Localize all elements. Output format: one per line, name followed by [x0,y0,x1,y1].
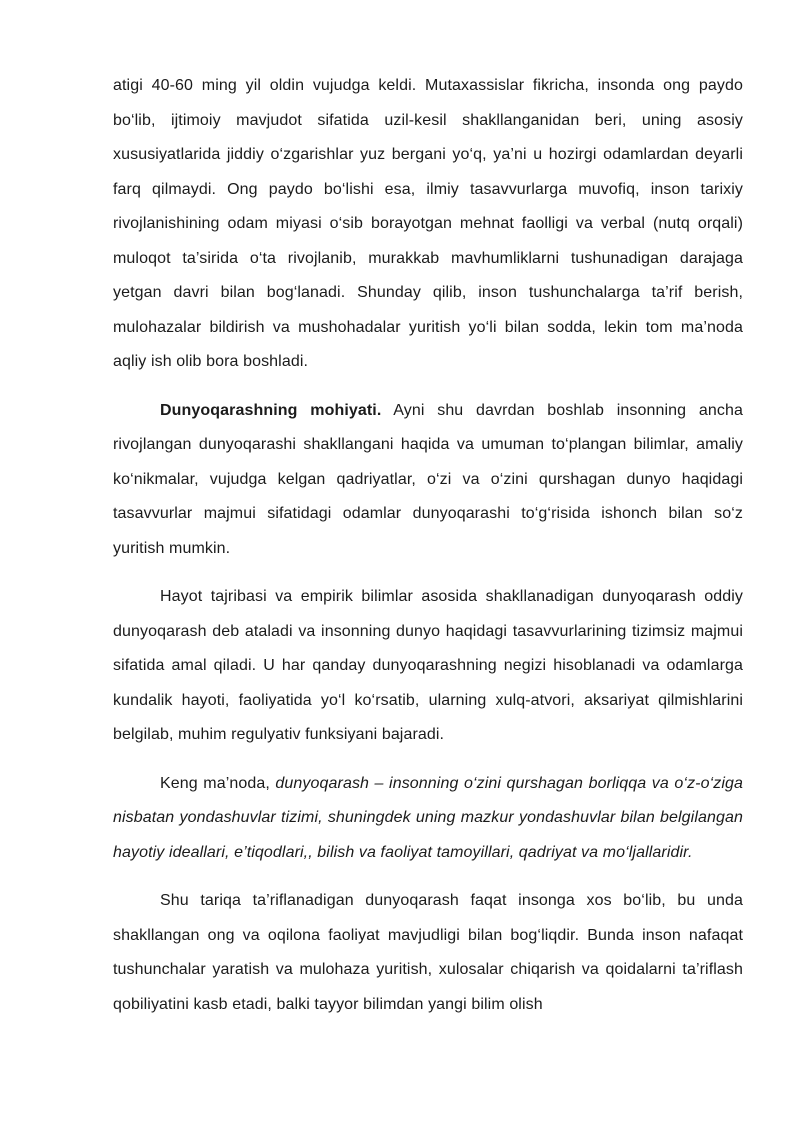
paragraph-4-italic-definition: dunyoqarash – insonning o‘zini qurshagan borliqqa va o‘z-o‘ziga nisbatan yondashuvlar tizimi, shuningdek uning mazkur yondashuvlar bilan belgilangan hayotiy ideallari, e’tiqodlari,, bilish va faoliyat tamoyillari, qadriyat va mo‘ljallaridir. [113,774,744,861]
paragraph-5-text: Shu tariqa ta’riflanadigan dunyoqarash faqat insonga xos bo‘lib, bu unda shakllangan ong va oqilona faoliyat mavjudligi bilan bog‘liqdir. Bunda inson nafaqat tushunchalar yaratish va mulohaza yuritish, xulosalar chiqarish va qoidalarni ta’riflash qobiliyatini kasb etadi, balki tayyor bilimdan yangi bilim olish [113,892,743,1013]
paragraph-3 [113,580,743,753]
paragraph-4 [113,767,743,871]
paragraph-2-bold-lead: Dunyoqarashning mohiyati. [160,401,382,419]
paragraph-2 [113,394,743,567]
paragraph-1 [113,69,743,380]
paragraph-2-text: Ayni shu davrdan boshlab insonning ancha rivojlangan dunyoqarashi shakllangani haqida va umuman to‘plangan bilimlar, amaliy ko‘nikmalar, vujudga kelgan qadriyatlar, o‘zi va o‘zini qurshagan dunyo haqidagi tasavvurlar majmui sifatidagi odamlar dunyoqarashi to‘g‘risida ishonch bilan so‘z yuritish mumkin. [113,401,744,557]
paragraph-3-text: Hayot tajribasi va empirik bilimlar asosida shakllanadigan dunyoqarash oddiy dunyoqarash deb ataladi va insonning dunyo haqidagi tasavvurlarining tizimsiz majmui sifatida amal qiladi. U har qanday dunyoqarashning negizi hisoblanadi va odamlarga kundalik hayoti, faoliyatida yo‘l ko‘rsatib, ularning xulq-atvori, aksariyat qilmishlarini belgilab, muhim regulyativ funksiyani bajaradi. [113,588,743,743]
paragraph-5 [113,884,743,1022]
paragraph-1-text: atigi 40-60 ming yil oldin vujudga keldi. Mutaxassislar fikricha, insonda ong paydo bo‘lib, ijtimoiy mavjudot sifatida uzil-kesil shakllanganidan beri, uning asosiy xususiyatlarida jiddiy o‘zgarishlar yuz bergani yo‘q, ya’ni u hozirgi odamlardan deyarli farq qilmaydi. Ong paydo bo‘lishi esa, ilmiy tasavvurlarga muvofiq, inson tarixiy rivojlanishining odam miyasi o‘sib borayotgan mehnat faolligi va verbal (nutq orqali) muloqot ta’sirida o‘ta rivojlanib, murakkab mavhumliklarni tushunadigan darajaga yetgan davri bilan bog‘lanadi. Shunday qilib, inson tushunchalarga ta’rif berish, mulohazalar bildirish va mushohadalar yuritish yo‘li bilan sodda, lekin tom ma’noda aqliy ish olib bora boshladi. [113,77,743,370]
document-text-block [113,69,743,1036]
paragraph-4-lead: Keng ma’noda, [160,774,276,792]
